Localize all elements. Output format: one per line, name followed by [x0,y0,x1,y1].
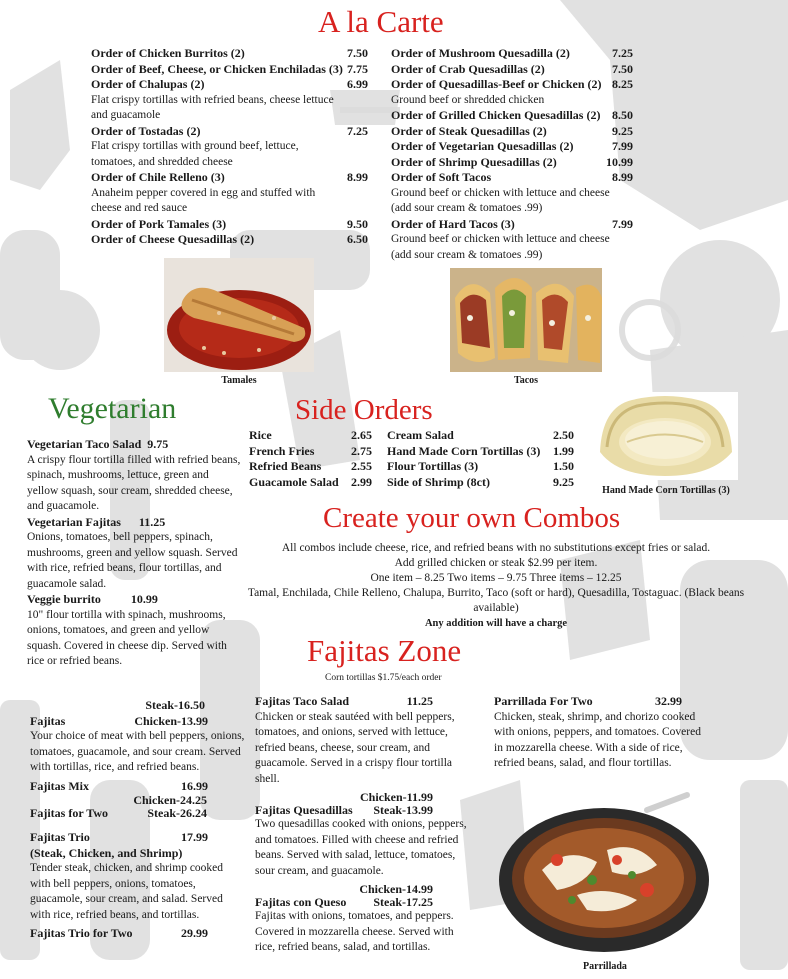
menu-item: Order of Shrimp Quesadillas (2) 10.99 [391,154,633,169]
side-orders-right [387,428,574,490]
menu-item: Order of Vegetarian Quesadillas (2) 7.99 [391,139,633,153]
menu-item: Order of Beef, Cheese, or Chicken Enchiladas (3) 7.75 [91,61,368,76]
item-description: Chicken or steak sautéed with bell peppers, tomatoes, and onions, served with lettuce, refried beans, cheese, sour cream, and guacamole. Served in a crispy flour tortilla shell. [255,710,455,785]
menu-item: Order of Cheese Quesadillas (2) 6.50 [91,232,368,246]
combos-line-2: Add grilled chicken or steak $2.99 per item. [394,557,598,569]
combos-line-1: All combos include cheese, rice, and refried beans with no substitutions except fries or salad. [281,542,711,554]
menu-item: Order of Chile Relleno (3) 8.99 [91,170,368,184]
menu-item: Order of Soft Tacos 8.99 [391,170,633,184]
combos-title: Create your own Combos [323,502,621,534]
item-description: Ground beef or chicken with lettuce and cheese (add sour cream & tomatoes .99) [391,186,610,214]
item-description: Tender steak, chicken, and shrimp cooked with bell peppers, onions, tomatoes, guacamole, sour cream, and salad. Served with rice, refried beans, and tortillas. [30,862,224,921]
item-description: Ground beef or shredded chicken [391,93,545,106]
item-description: Onions, tomatoes, bell peppers, spinach, mushrooms, green and yellow squash. Served with rice, refried beans, flour tortillas, and guacamole salad. [27,531,238,590]
menu-item: Fajitas Trio for Two 29.99 [30,926,208,940]
combos-info [246,541,746,631]
fajitas-zone-subtitle: Corn tortillas $1.75/each order [325,673,442,683]
item-description: Fajitas with onions, tomatoes, and peppers. Covered in mozzarella cheese. Served with rice, refried beans, salad, and tortillas. [255,910,454,953]
menu-item: Fajitas Chicken-13.99 [30,713,208,728]
item-description: Flat crispy tortillas with refried beans, cheese lettuce and guacamole [91,93,334,121]
a-la-carte-left-column [91,46,368,248]
tacos-photo [450,268,602,372]
parrillada-caption: Parrillada [583,961,627,972]
menu-item: Fajitas Trio 17.99 [30,830,208,844]
menu-item: Order of Tostadas (2) 7.25 [91,123,368,138]
side-orders-left [249,428,372,490]
menu-item: Order of Grilled Chicken Quesadillas (2) 8.50 [391,108,633,122]
fajitas-column-3 [494,694,704,772]
fajitas-zone-title: Fajitas Zone [307,633,462,668]
vegetarian-section [27,437,242,670]
tamales-photo [164,258,314,372]
corn-tortillas-photo [592,392,738,480]
item-description: 10" flour tortilla with spinach, mushrooms, onions, tomatoes, and green and yellow squash. Covered in cheese dip. Served with rice or refried beans. [27,608,227,667]
combos-line-4: Tamal, Enchilada, Chile Relleno, Chalupa, Burrito, Taco (soft or hard), Quesadilla, Tostaguac. (Black beans available) [247,587,745,614]
item-description: Ground beef or chicken with lettuce and cheese (add sour cream & tomatoes .99) [391,233,610,261]
menu-item: Guacamole Salad 2.99 [249,474,372,489]
tamales-caption: Tamales [221,375,257,386]
menu-item: Vegetarian Fajitas 11.25 [27,514,166,529]
menu-item: Refried Beans 2.55 [249,459,372,473]
menu-item: Fajitas con Queso Steak-17.25 [255,895,433,909]
item-description: Your choice of meat with bell peppers, onions, tomatoes, guacamole, and sour cream. Served with tortillas, rice, and refried beans. [30,730,245,773]
fajitas-column-1 [30,698,245,942]
tacos-caption: Tacos [513,375,539,386]
fajitas-quesadillas-chicken-price: Chicken-11.99 [359,790,433,804]
menu-item: Fajitas for Two Steak-26.24 [30,806,207,820]
menu-item: Order of Quesadillas-Beef or Chicken (2) 8.25 [391,77,633,91]
menu-item: Order of Steak Quesadillas (2) 9.25 [391,123,633,138]
fajitas-for-two-chicken-price: Chicken-24.25 [133,793,207,807]
fajitas-con-queso-chicken-price: Chicken-14.99 [359,882,433,896]
a-la-carte-right-column [391,46,633,263]
menu-item: Order of Crab Quesadillas (2) 7.50 [391,61,633,76]
menu-item: Fajitas Taco Salad 11.25 [255,694,433,708]
menu-item: Hand Made Corn Tortillas (3) 1.99 [387,443,574,458]
parrillada-photo [497,790,712,955]
a-la-carte-title: A la Carte [318,4,444,39]
corn-tortillas-caption: Hand Made Corn Tortillas (3) [602,485,730,496]
fajitas-trio-sub: (Steak, Chicken, and Shrimp) [30,845,183,860]
side-orders-title: Side Orders [295,394,433,426]
menu-item: Order of Mushroom Quesadilla (2) 7.25 [391,46,633,60]
combos-note: Any addition will have a charge [424,618,568,629]
menu-item: Flour Tortillas (3) 1.50 [387,459,574,473]
fajitas-steak-price: Steak-16.50 [145,698,205,712]
item-description: Chicken, steak, shrimp, and chorizo cooked with onions, peppers, and tomatoes. Covered in mozzarella cheese. With a side of rice, refried beans, salad, and flour tortillas. [494,710,701,769]
menu-item: Veggie burrito 10.99 [27,592,158,606]
combos-line-3: One item – 8.25 Two items – 9.75 Three items – 12.25 [370,572,622,584]
menu-item: Fajitas Quesadillas Steak-13.99 [255,803,433,817]
menu-item: Parrillada For Two 32.99 [494,694,682,708]
menu-item: Fajitas Mix 16.99 [30,778,208,793]
menu-item: Order of Hard Tacos (3) 7.99 [391,216,633,231]
menu-item: Order of Pork Tamales (3) 9.50 [91,216,368,231]
menu-item: Rice 2.65 [249,428,372,442]
item-description: Anaheim pepper covered in egg and stuffed with cheese and red sauce [91,186,316,214]
item-description: A crispy flour tortilla filled with refried beans, spinach, mushrooms, lettuce, green and yellow squash, sour cream, shredded cheese, and guacamole. [27,453,241,512]
vegetarian-title: Vegetarian [48,392,177,425]
menu-item: Side of Shrimp (8ct) 9.25 [387,474,574,489]
menu-item: Cream Salad 2.50 [387,428,574,442]
menu-item: Order of Chicken Burritos (2) 7.50 [91,46,368,60]
item-description: Flat crispy tortillas with ground beef, lettuce, tomatoes, and shredded cheese [91,140,299,168]
menu-item: French Fries 2.75 [249,443,372,458]
fajitas-column-2 [255,694,475,956]
item-description: Two quesadillas cooked with onions, peppers, and tomatoes. Filled with cheese and refried beans. Served with salad, lettuce, tomatoes, sour cream, and guacamole. [255,818,467,877]
menu-item: Vegetarian Taco Salad 9.75 [27,437,169,451]
menu-item: Order of Chalupas (2) 6.99 [91,77,368,91]
